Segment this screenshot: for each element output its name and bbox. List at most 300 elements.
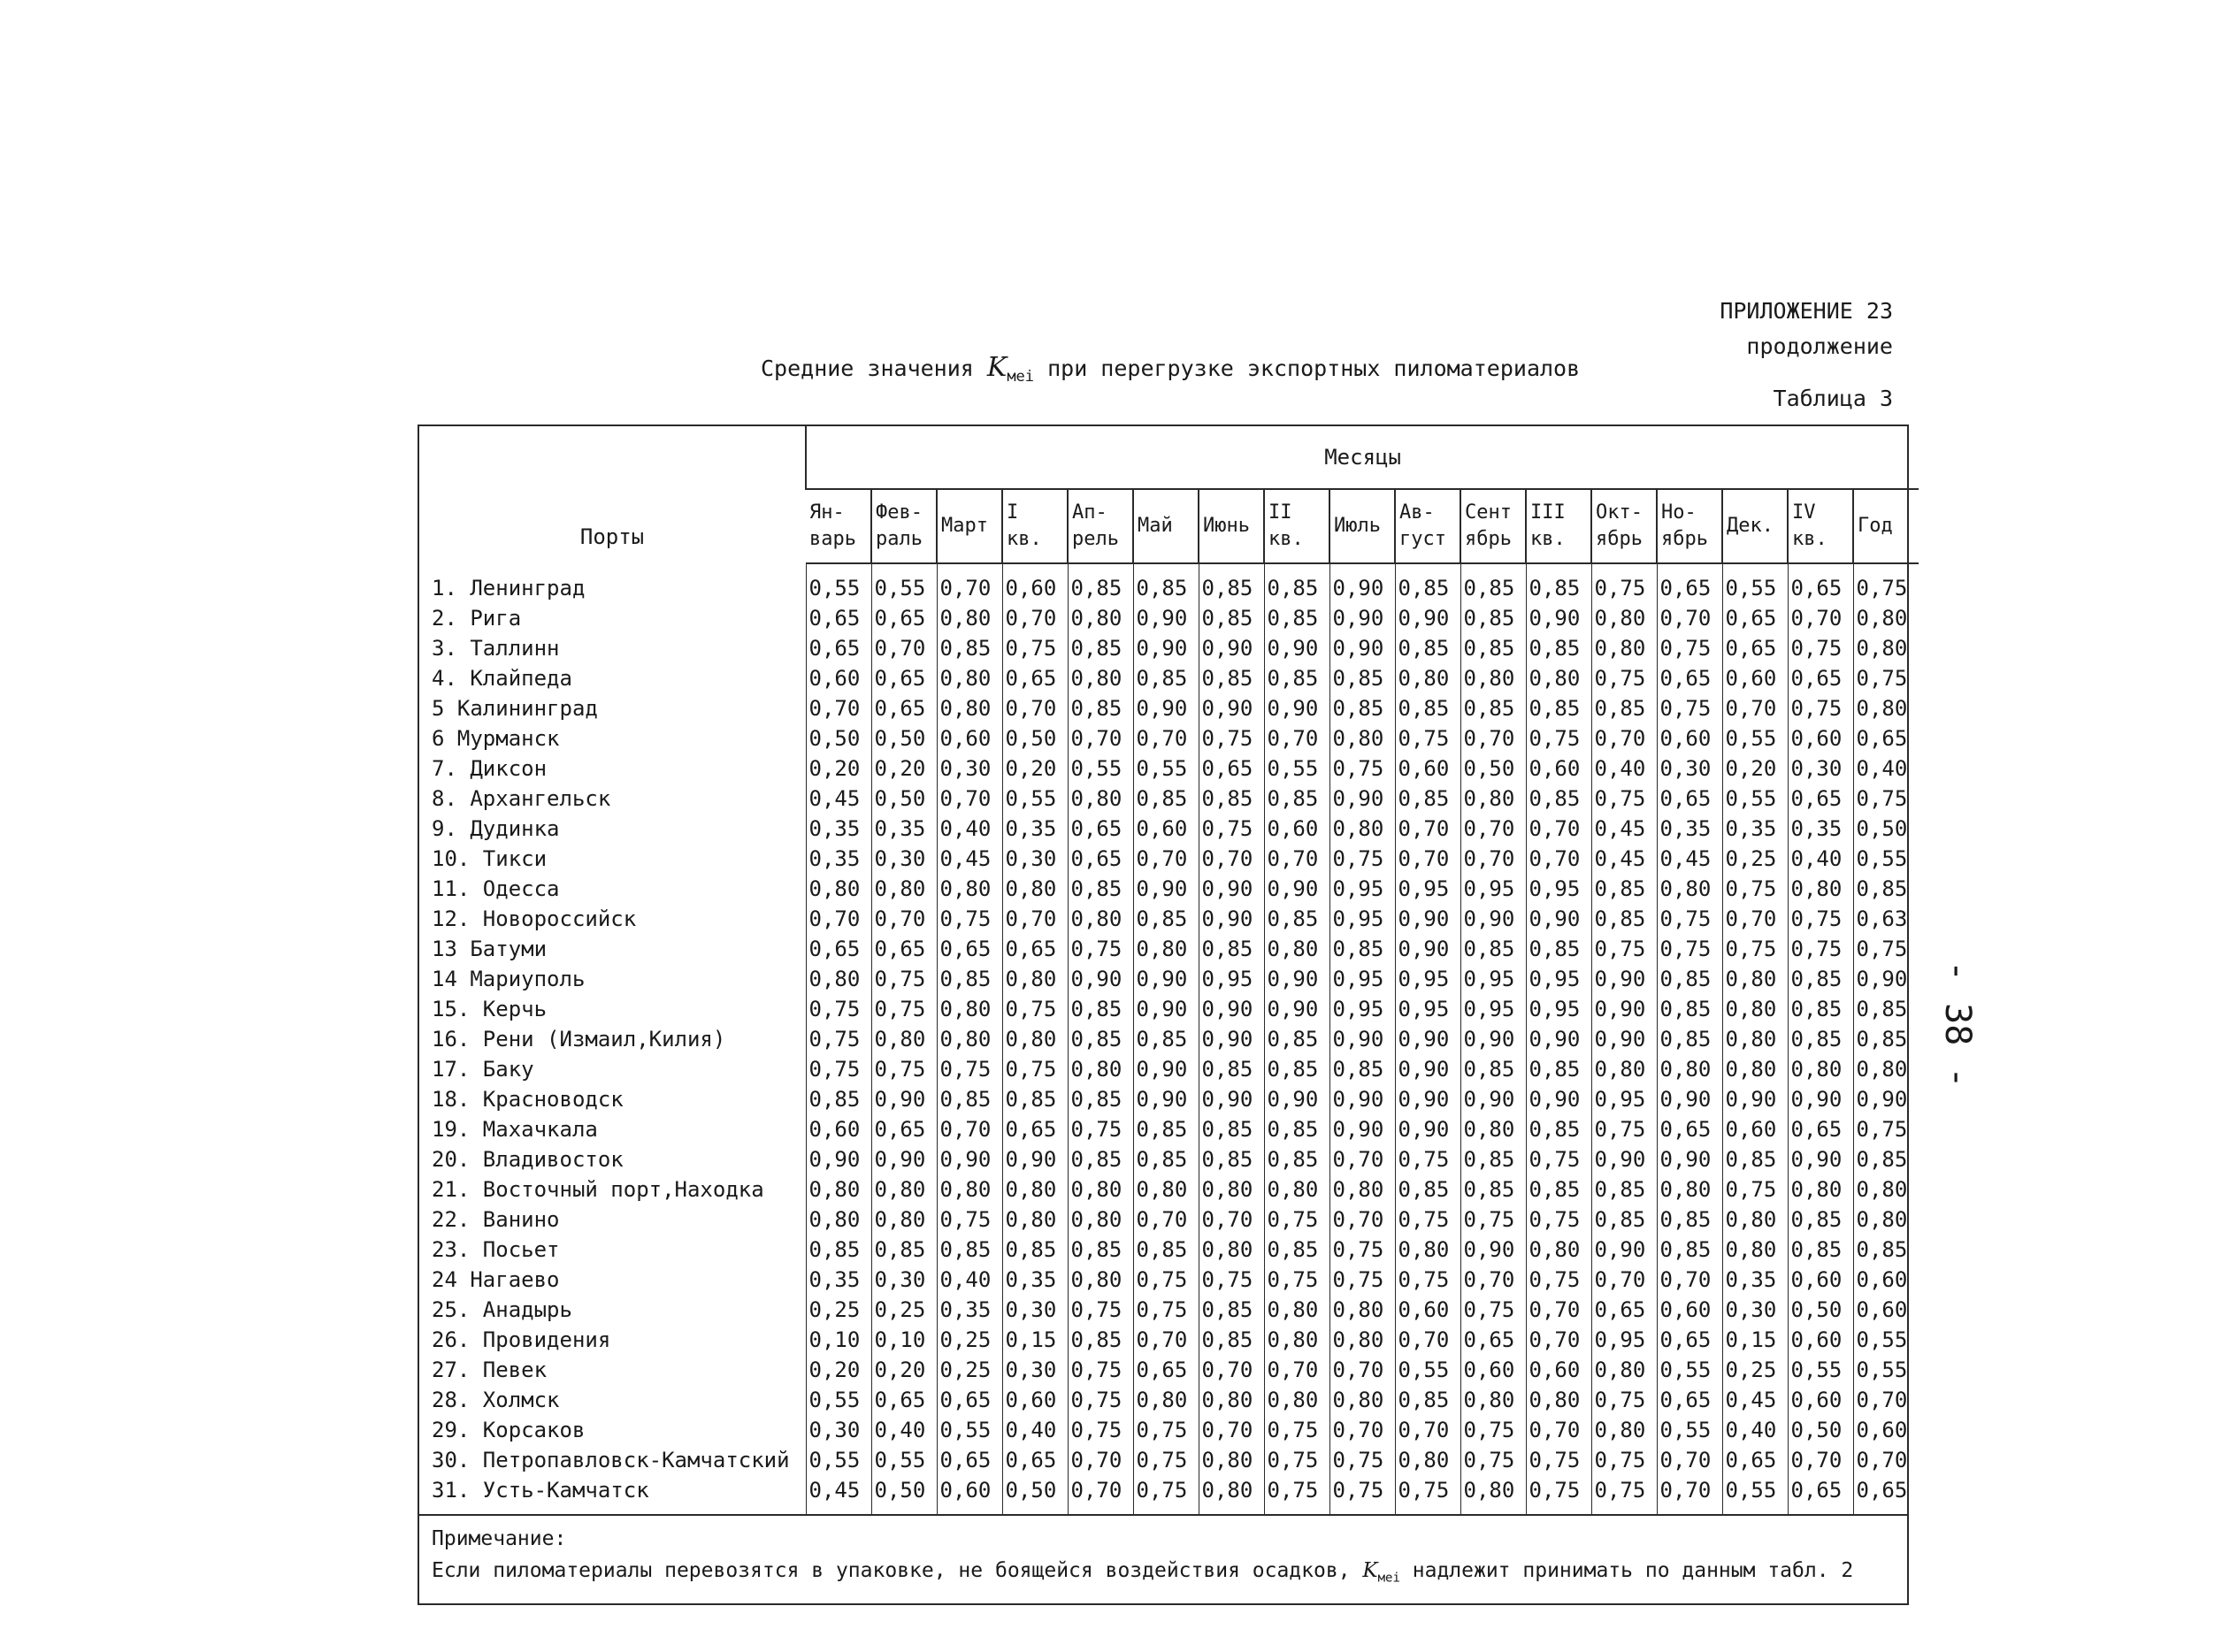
coefficient-value: 0,75 (937, 904, 1002, 934)
port-name: 7. Диксон (432, 756, 548, 781)
coefficient-value: 0,80 (937, 603, 1002, 633)
coefficient-value: 0,80 (937, 1024, 1002, 1054)
coefficient-value: 0,80 (1199, 1445, 1264, 1475)
coefficient-value: 0,65 (1722, 633, 1788, 663)
coefficient-value: 0,90 (1788, 1144, 1853, 1174)
coefficient-value: 0,70 (1526, 1325, 1591, 1355)
port-name: 25. Анадырь (432, 1297, 572, 1322)
coefficient-symbol: K (986, 352, 1008, 383)
coefficient-value: 0,80 (1329, 723, 1395, 753)
coefficient-value: 0,85 (806, 1084, 871, 1114)
table-body (419, 563, 1919, 1514)
coefficient-value: 0,80 (1068, 1265, 1133, 1295)
coefficient-value: 0,40 (937, 814, 1002, 844)
coefficient-value: 0,65 (1199, 753, 1264, 784)
coefficient-value: 0,90 (1199, 693, 1264, 723)
table-row (419, 934, 1919, 964)
coefficient-value: 0,75 (1133, 1415, 1199, 1445)
coefficient-value: 0,85 (1788, 1205, 1853, 1235)
coefficient-value: 0,50 (1788, 1295, 1853, 1325)
coefficient-value: 0,80 (1591, 1054, 1657, 1084)
coefficient-value: 0,65 (1788, 1114, 1853, 1144)
coefficient-value: 0,85 (1460, 633, 1526, 663)
port-name: 1. Ленинград (432, 575, 586, 600)
coefficient-value: 0,55 (1853, 1355, 1919, 1385)
coefficient-value: 0,85 (1591, 1174, 1657, 1205)
port-name: 28. Холмск (432, 1388, 560, 1412)
port-name: 17. Баку (432, 1057, 534, 1082)
coefficient-value: 0,65 (1788, 563, 1853, 603)
coefficient-value: 0,45 (1657, 844, 1722, 874)
coefficient-value: 0,85 (1133, 1235, 1199, 1265)
coefficient-value: 0,85 (1199, 563, 1264, 603)
coefficient-value: 0,95 (1591, 1325, 1657, 1355)
coefficient-value: 0,80 (806, 1174, 871, 1205)
coefficient-value: 0,80 (1002, 1205, 1068, 1235)
coefficient-value: 0,30 (871, 844, 937, 874)
coefficient-value: 0,80 (1853, 693, 1919, 723)
coefficient-value: 0,75 (1460, 1445, 1526, 1475)
coefficient-value: 0,70 (1657, 1475, 1722, 1514)
coefficient-value: 0,85 (1395, 693, 1460, 723)
coefficient-value: 0,80 (1722, 994, 1788, 1024)
coefficient-value: 0,35 (1002, 814, 1068, 844)
coefficient-value: 0,75 (1788, 693, 1853, 723)
coefficient-value: 0,75 (1460, 1415, 1526, 1445)
coefficient-value: 0,90 (1133, 1084, 1199, 1114)
coefficient-value: 0,35 (937, 1295, 1002, 1325)
title-text-before: Средние значения (761, 356, 974, 381)
coefficient-value: 0,80 (871, 1024, 937, 1054)
coefficient-value: 0,75 (806, 1054, 871, 1084)
coefficient-value: 0,15 (1722, 1325, 1788, 1355)
coefficient-value: 0,90 (1133, 994, 1199, 1024)
coefficient-value: 0,65 (806, 934, 871, 964)
coefficient-value: 0,65 (1657, 1114, 1722, 1144)
table-number: Таблица 3 (1773, 386, 1893, 411)
coefficient-value: 0,70 (1853, 1385, 1919, 1415)
coefficient-value: 0,80 (1460, 1114, 1526, 1144)
coefficient-value: 0,30 (1657, 753, 1722, 784)
coefficients-table-frame (418, 424, 1909, 1605)
coefficient-value: 0,95 (1329, 964, 1395, 994)
coefficient-value: 0,75 (871, 994, 937, 1024)
table-row (419, 1415, 1919, 1445)
coefficient-value: 0,70 (1395, 844, 1460, 874)
table-row (419, 1174, 1919, 1205)
coefficient-value: 0,70 (1068, 723, 1133, 753)
coefficient-value: 0,85 (1591, 874, 1657, 904)
coefficient-value: 0,70 (1591, 723, 1657, 753)
coefficient-value: 0,75 (1722, 874, 1788, 904)
table-row (419, 1265, 1919, 1295)
coefficient-value: 0,60 (806, 663, 871, 693)
coefficient-value: 0,75 (1395, 1205, 1460, 1235)
coefficient-value: 0,70 (1657, 1265, 1722, 1295)
coefficient-value: 0,80 (937, 994, 1002, 1024)
coefficient-value: 0,65 (1068, 844, 1133, 874)
coefficient-value: 0,85 (1199, 1144, 1264, 1174)
coefficient-value: 0,80 (1853, 1174, 1919, 1205)
coefficient-value: 0,70 (1460, 814, 1526, 844)
coefficient-value: 0,85 (1395, 633, 1460, 663)
coefficient-value: 0,55 (1264, 753, 1329, 784)
page-number: - 38 - (1937, 960, 1978, 1089)
coefficient-value: 0,80 (1788, 874, 1853, 904)
coefficient-value: 0,50 (806, 723, 871, 753)
table-row (419, 693, 1919, 723)
coefficient-value: 0,80 (1002, 1174, 1068, 1205)
coefficient-value: 0,75 (1853, 1114, 1919, 1144)
coefficient-value: 0,65 (1657, 563, 1722, 603)
coefficient-value: 0,35 (871, 814, 937, 844)
months-group-header: Месяцы (806, 426, 1919, 489)
coefficient-value: 0,70 (806, 904, 871, 934)
coefficient-value: 0,80 (1722, 1235, 1788, 1265)
coefficient-value: 0,90 (1526, 1024, 1591, 1054)
table-row (419, 1295, 1919, 1325)
coefficient-value: 0,40 (937, 1265, 1002, 1295)
coefficient-value: 0,60 (937, 1475, 1002, 1514)
coefficient-value: 0,65 (1002, 1445, 1068, 1475)
coefficient-value: 0,55 (1002, 784, 1068, 814)
coefficient-value: 0,85 (1657, 1235, 1722, 1265)
table-row (419, 994, 1919, 1024)
coefficient-value: 0,75 (1068, 1415, 1133, 1445)
coefficient-value: 0,85 (806, 1235, 871, 1265)
coefficient-value: 0,45 (1591, 814, 1657, 844)
coefficient-value: 0,65 (871, 663, 937, 693)
coefficient-value: 0,80 (1657, 1054, 1722, 1084)
month-column-header: Дек. (1722, 489, 1788, 563)
coefficient-value: 0,80 (1591, 1415, 1657, 1445)
coefficient-value: 0,90 (1657, 1084, 1722, 1114)
coefficient-value: 0,85 (1591, 1205, 1657, 1235)
coefficient-value: 0,85 (1460, 1144, 1526, 1174)
coefficient-value: 0,75 (1329, 1475, 1395, 1514)
port-name: 3. Таллинн (432, 636, 560, 661)
note-text-after: надлежит принимать по данным табл. 2 (1412, 1559, 1854, 1582)
port-name: 30. Петропавловск-Камчатский (432, 1448, 790, 1472)
coefficient-value: 0,90 (1329, 784, 1395, 814)
appendix-label: ПРИЛОЖЕНИЕ 23 (1720, 298, 1893, 324)
coefficient-value: 0,85 (1002, 1084, 1068, 1114)
coefficient-value: 0,75 (1722, 934, 1788, 964)
coefficient-value: 0,80 (1395, 1235, 1460, 1265)
coefficient-value: 0,80 (1722, 1024, 1788, 1054)
coefficient-value: 0,20 (871, 1355, 937, 1385)
coefficient-value: 0,60 (1264, 814, 1329, 844)
coefficient-value: 0,90 (1133, 964, 1199, 994)
coefficient-value: 0,75 (1657, 904, 1722, 934)
coefficient-value: 0,70 (1460, 723, 1526, 753)
port-name: 27. Певек (432, 1358, 548, 1382)
coefficient-value: 0,80 (1853, 1205, 1919, 1235)
coefficient-value: 0,35 (1722, 814, 1788, 844)
coefficient-value: 0,70 (1199, 1355, 1264, 1385)
port-name: 4. Клайпеда (432, 666, 572, 691)
coefficient-value: 0,85 (1853, 994, 1919, 1024)
coefficient-value: 0,75 (1853, 784, 1919, 814)
coefficient-value: 0,70 (1264, 1355, 1329, 1385)
coefficient-value: 0,80 (1264, 1385, 1329, 1415)
coefficient-value: 0,85 (1526, 563, 1591, 603)
coefficient-value: 0,75 (1526, 1475, 1591, 1514)
coefficient-value: 0,30 (871, 1265, 937, 1295)
coefficient-value: 0,85 (1002, 1235, 1068, 1265)
port-name: 22. Ванино (432, 1207, 560, 1232)
coefficient-value: 0,65 (1657, 1325, 1722, 1355)
coefficient-value: 0,85 (1199, 1325, 1264, 1355)
coefficient-value: 0,45 (1722, 1385, 1788, 1415)
coefficient-value: 0,90 (1264, 693, 1329, 723)
coefficient-value: 0,75 (1853, 934, 1919, 964)
coefficient-value: 0,65 (1657, 1385, 1722, 1415)
coefficient-value: 0,75 (1526, 1265, 1591, 1295)
coefficient-value: 0,20 (1722, 753, 1788, 784)
coefficient-value: 0,90 (1002, 1144, 1068, 1174)
table-row (419, 964, 1919, 994)
coefficient-value: 0,85 (1133, 663, 1199, 693)
coefficient-value: 0,75 (1199, 723, 1264, 753)
coefficient-value: 0,75 (1460, 1205, 1526, 1235)
coefficient-value: 0,45 (806, 784, 871, 814)
coefficient-value: 0,80 (871, 1205, 937, 1235)
coefficient-value: 0,85 (1199, 1295, 1264, 1325)
table-row (419, 814, 1919, 844)
coefficient-value: 0,45 (937, 844, 1002, 874)
coefficient-value: 0,70 (1526, 1295, 1591, 1325)
coefficient-value: 0,70 (1002, 904, 1068, 934)
port-name: 26. Провидения (432, 1327, 611, 1352)
coefficient-value: 0,75 (871, 1054, 937, 1084)
coefficient-value: 0,65 (871, 1385, 937, 1415)
coefficient-value: 0,70 (937, 563, 1002, 603)
coefficient-value: 0,85 (1264, 1054, 1329, 1084)
coefficient-value: 0,85 (1199, 1114, 1264, 1144)
coefficient-value: 0,90 (871, 1144, 937, 1174)
port-name: 8. Архангельск (432, 786, 611, 811)
coefficient-value: 0,80 (1853, 1054, 1919, 1084)
coefficient-value: 0,90 (1133, 1054, 1199, 1084)
coefficient-value: 0,50 (1002, 723, 1068, 753)
coefficient-value: 0,75 (1133, 1475, 1199, 1514)
coefficient-value: 0,80 (1329, 1385, 1395, 1415)
coefficient-value: 0,75 (1395, 1265, 1460, 1295)
table-row (419, 1445, 1919, 1475)
coefficient-value: 0,70 (871, 904, 937, 934)
coefficient-value: 0,95 (1526, 964, 1591, 994)
coefficient-value: 0,90 (1329, 1114, 1395, 1144)
coefficient-value: 0,70 (1722, 693, 1788, 723)
note-label: Примечание: (432, 1527, 567, 1550)
coefficient-value: 0,70 (871, 633, 937, 663)
coefficient-value: 0,70 (1460, 1265, 1526, 1295)
coefficient-value: 0,75 (1526, 1445, 1591, 1475)
coefficient-value: 0,75 (1788, 904, 1853, 934)
coefficient-value: 0,75 (1591, 784, 1657, 814)
coefficient-value: 0,90 (1329, 1084, 1395, 1114)
coefficient-value: 0,85 (1657, 994, 1722, 1024)
coefficient-value: 0,85 (1329, 663, 1395, 693)
coefficient-value: 0,80 (1788, 1174, 1853, 1205)
coefficient-value: 0,60 (1395, 1295, 1460, 1325)
coefficient-value: 0,80 (1657, 874, 1722, 904)
table-row (419, 1385, 1919, 1415)
coefficient-value: 0,65 (1591, 1295, 1657, 1325)
coefficient-value: 0,65 (1788, 1475, 1853, 1514)
coefficient-value: 0,70 (1133, 723, 1199, 753)
port-name: 14 Мариуполь (432, 967, 586, 991)
coefficient-value: 0,85 (1133, 1114, 1199, 1144)
table-row (419, 1024, 1919, 1054)
coefficient-value: 0,80 (1591, 1355, 1657, 1385)
coefficient-value: 0,95 (1395, 874, 1460, 904)
coefficient-value: 0,80 (806, 964, 871, 994)
coefficient-value: 0,90 (1199, 633, 1264, 663)
coefficient-value: 0,85 (1460, 1054, 1526, 1084)
coefficient-value: 0,65 (1722, 603, 1788, 633)
coefficient-value: 0,55 (1722, 1475, 1788, 1514)
coefficient-value: 0,20 (871, 753, 937, 784)
coefficient-value: 0,80 (1264, 1174, 1329, 1205)
coefficient-subscript: меi (1007, 368, 1035, 386)
coefficient-value: 0,90 (1329, 563, 1395, 603)
coefficient-value: 0,50 (1002, 1475, 1068, 1514)
coefficient-value: 0,85 (1853, 874, 1919, 904)
coefficient-value: 0,80 (937, 874, 1002, 904)
coefficient-value: 0,80 (1526, 1235, 1591, 1265)
coefficient-value: 0,80 (1460, 784, 1526, 814)
coefficient-value: 0,90 (1526, 1084, 1591, 1114)
coefficient-value: 0,25 (937, 1325, 1002, 1355)
ports-column-header: Порты (579, 524, 645, 549)
coefficient-value: 0,60 (1395, 753, 1460, 784)
coefficient-value: 0,70 (1068, 1475, 1133, 1514)
coefficient-value: 0,70 (1657, 1445, 1722, 1475)
table-row (419, 1054, 1919, 1084)
coefficient-value: 0,65 (1788, 784, 1853, 814)
coefficient-value: 0,70 (806, 693, 871, 723)
coefficient-value: 0,85 (1460, 1174, 1526, 1205)
coefficient-value: 0,75 (1395, 1475, 1460, 1514)
note-text-before: Если пиломатериалы перевозятся в упаковке, не боящейся воздействия осадков, (432, 1559, 1351, 1582)
table-row (419, 1235, 1919, 1265)
coefficient-value: 0,65 (1460, 1325, 1526, 1355)
coefficient-value: 0,75 (806, 994, 871, 1024)
table-row (419, 1114, 1919, 1144)
coefficient-value: 0,90 (1264, 874, 1329, 904)
month-column-header: Ян- варь (806, 489, 871, 563)
coefficient-value: 0,20 (806, 1355, 871, 1385)
coefficient-value: 0,50 (871, 723, 937, 753)
coefficient-value: 0,75 (1591, 1475, 1657, 1514)
coefficient-value: 0,60 (1657, 723, 1722, 753)
coefficient-value: 0,55 (1853, 844, 1919, 874)
coefficient-value: 0,75 (1591, 663, 1657, 693)
coefficient-value: 0,90 (1199, 994, 1264, 1024)
coefficient-value: 0,80 (1395, 1445, 1460, 1475)
coefficient-value: 0,80 (1329, 1295, 1395, 1325)
coefficient-value: 0,85 (1133, 563, 1199, 603)
coefficient-value: 0,65 (1657, 663, 1722, 693)
coefficient-value: 0,90 (1395, 1054, 1460, 1084)
note-text (432, 1555, 1896, 1595)
coefficient-value: 0,85 (937, 1084, 1002, 1114)
table-row (419, 633, 1919, 663)
coefficient-value: 0,85 (1853, 1144, 1919, 1174)
coefficient-value: 0,90 (1264, 1084, 1329, 1114)
table-note (419, 1514, 1907, 1603)
coefficient-value: 0,20 (1002, 753, 1068, 784)
coefficient-value: 0,65 (871, 934, 937, 964)
coefficient-value: 0,95 (1329, 874, 1395, 904)
coefficient-value: 0,70 (1395, 814, 1460, 844)
coefficient-value: 0,75 (1199, 1265, 1264, 1295)
coefficient-value: 0,40 (1853, 753, 1919, 784)
coefficient-value: 0,90 (1133, 874, 1199, 904)
coefficient-value: 0,95 (1395, 964, 1460, 994)
coefficient-value: 0,75 (1591, 563, 1657, 603)
coefficient-value: 0,85 (1199, 603, 1264, 633)
coefficient-value: 0,95 (1460, 994, 1526, 1024)
port-name: 11. Одесса (432, 876, 560, 901)
month-column-header: III кв. (1526, 489, 1591, 563)
coefficient-value: 0,75 (1264, 1415, 1329, 1445)
coefficient-value: 0,80 (1591, 633, 1657, 663)
coefficient-value: 0,60 (1788, 1265, 1853, 1295)
coefficient-value: 0,70 (1853, 1445, 1919, 1475)
coefficient-value: 0,80 (1068, 904, 1133, 934)
coefficient-value: 0,70 (1199, 1205, 1264, 1235)
coefficient-value: 0,85 (1068, 563, 1133, 603)
coefficient-value: 0,65 (937, 1445, 1002, 1475)
coefficient-value: 0,45 (1591, 844, 1657, 874)
month-column-header: I кв. (1002, 489, 1068, 563)
coefficient-value: 0,90 (1395, 904, 1460, 934)
month-column-header: Май (1133, 489, 1199, 563)
coefficient-value: 0,90 (1460, 904, 1526, 934)
coefficient-value: 0,55 (871, 563, 937, 603)
port-name: 5 Калининград (432, 696, 598, 721)
coefficient-value: 0,80 (1264, 1325, 1329, 1355)
coefficient-value: 0,85 (937, 1235, 1002, 1265)
coefficient-value: 0,85 (1395, 1385, 1460, 1415)
coefficient-value: 0,40 (1722, 1415, 1788, 1445)
coefficient-value: 0,35 (806, 1265, 871, 1295)
coefficient-value: 0,75 (1395, 723, 1460, 753)
port-name: 10. Тикси (432, 846, 548, 871)
coefficient-value: 0,90 (1591, 994, 1657, 1024)
coefficient-value: 0,55 (871, 1445, 937, 1475)
coefficient-value: 0,85 (1199, 663, 1264, 693)
coefficient-value: 0,85 (1526, 1114, 1591, 1144)
coefficient-value: 0,70 (1264, 723, 1329, 753)
coefficient-value: 0,80 (1460, 663, 1526, 693)
coefficient-value: 0,40 (1002, 1415, 1068, 1445)
coefficient-value: 0,80 (1460, 1475, 1526, 1514)
coefficient-value: 0,85 (1722, 1144, 1788, 1174)
table-row (419, 1144, 1919, 1174)
coefficient-value: 0,90 (1264, 994, 1329, 1024)
port-name: 15. Керчь (432, 997, 548, 1021)
coefficient-value: 0,85 (871, 1235, 937, 1265)
coefficient-value: 0,95 (1526, 994, 1591, 1024)
coefficient-value: 0,70 (1329, 1205, 1395, 1235)
table-row (419, 1355, 1919, 1385)
coefficient-value: 0,40 (1788, 844, 1853, 874)
coefficient-value: 0,55 (1068, 753, 1133, 784)
